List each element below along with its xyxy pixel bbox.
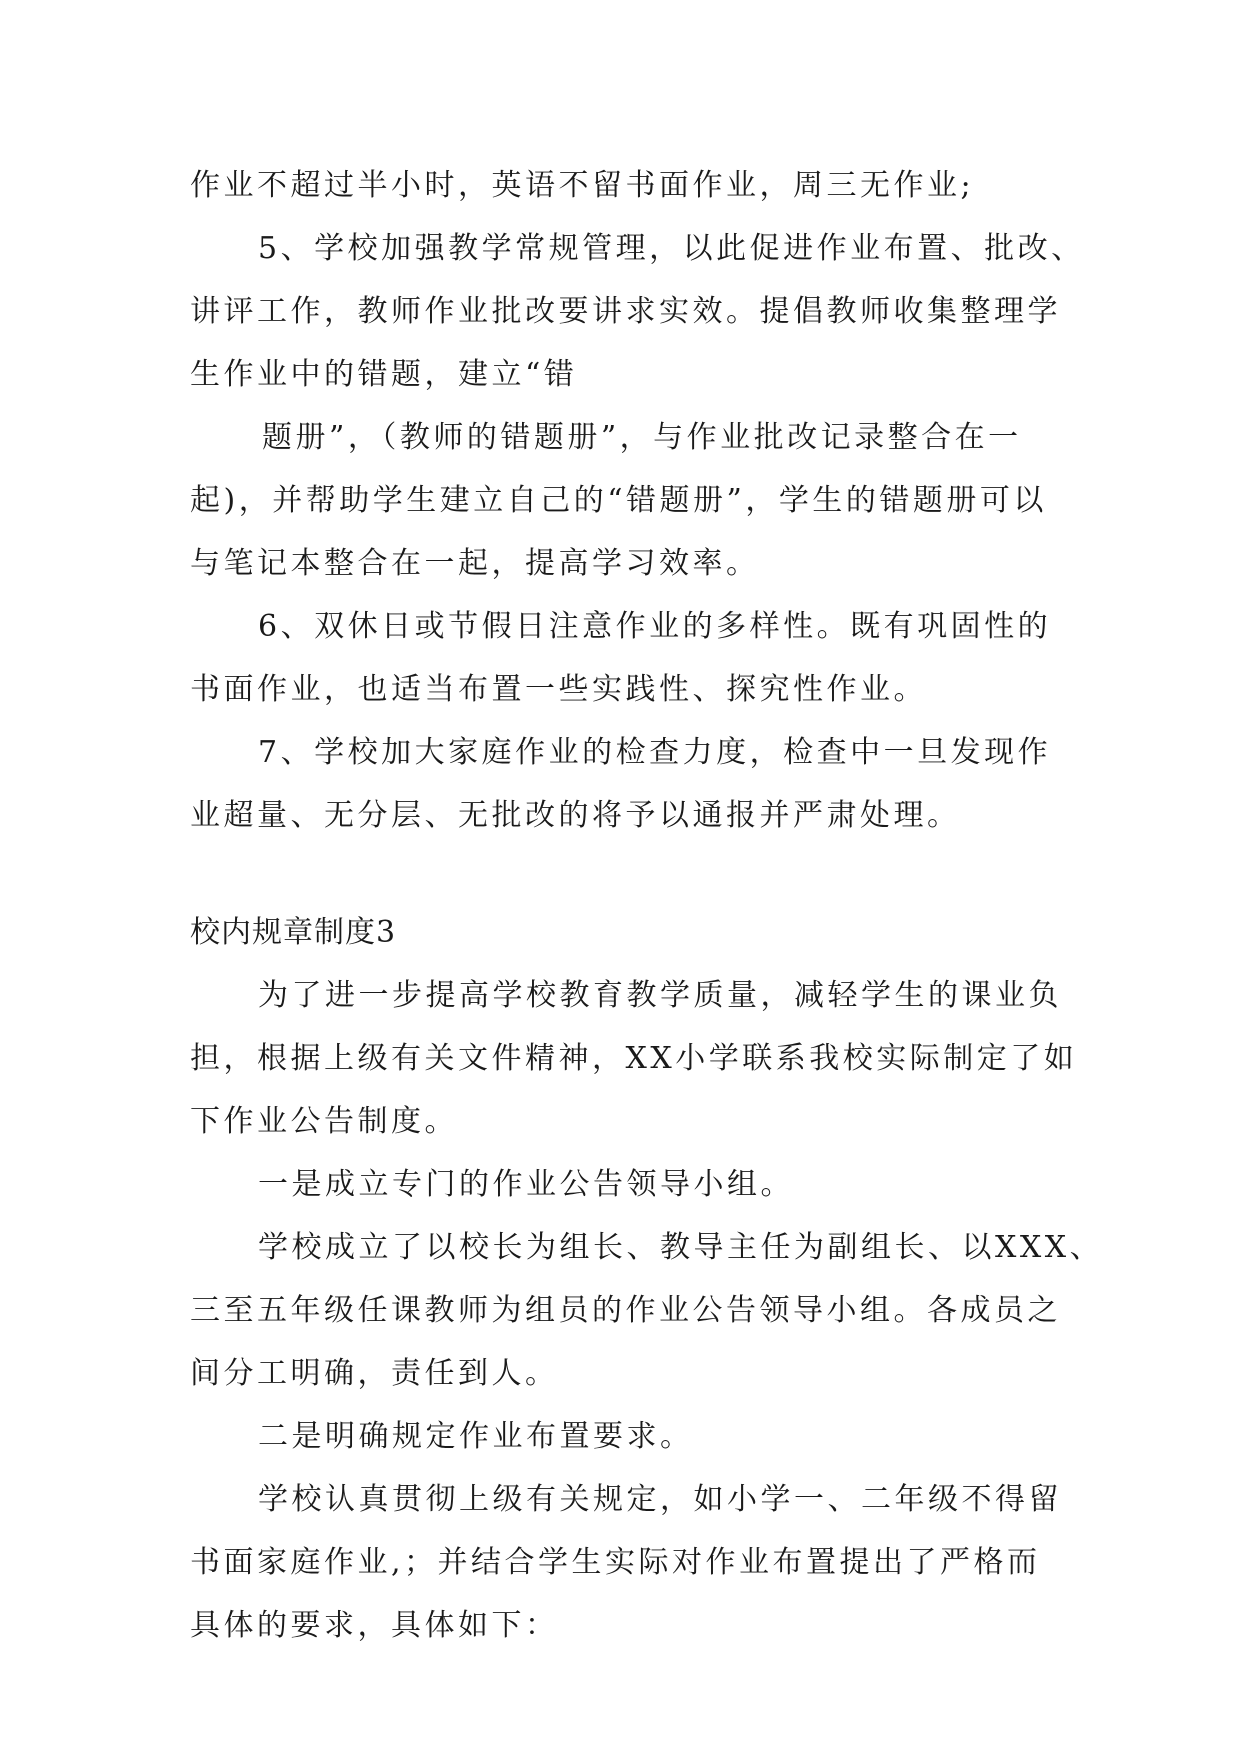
text-line: 三至五年级任课教师为组员的作业公告领导小组。各成员之 [190, 1293, 1061, 1328]
text-line: 生作业中的错题，建立“错 [190, 357, 578, 392]
text-line: 间分工明确，责任到人。 [190, 1356, 559, 1391]
text-line: 讲评工作，教师作业批改要讲求实效。提倡教师收集整理学 [190, 294, 1061, 329]
text-line: 学校认真贯彻上级有关规定，如小学一、二年级不得留 [258, 1482, 1062, 1517]
text-line: 业超量、无分层、无批改的将予以通报并严肃处理。 [190, 798, 961, 833]
text-line: 起)，并帮助学生建立自己的“错题册”，学生的错题册可以 [190, 483, 1047, 518]
text-line: 作业不超过半小时，英语不留书面作业，周三无作业; [190, 168, 975, 203]
text-line: 具体的要求，具体如下： [190, 1608, 559, 1643]
text-line: 下作业公告制度。 [190, 1104, 458, 1139]
text-line: 一是成立专门的作业公告领导小组。 [258, 1167, 794, 1202]
text-line: 7、学校加大家庭作业的检查力度，检查中一旦发现作 [258, 735, 1052, 770]
section-title: 校内规章制度3 [190, 915, 397, 950]
text-line: 5、学校加强教学常规管理，以此促进作业布置、批改、 [258, 231, 1085, 266]
text-line: 二是明确规定作业布置要求。 [258, 1419, 694, 1454]
text-line: 6、双休日或节假日注意作业的多样性。既有巩固性的 [258, 609, 1052, 644]
text-line: 担，根据上级有关文件精神，XX小学联系我校实际制定了如 [190, 1041, 1078, 1076]
text-line: 书面作业，也适当布置一些实践性、探究性作业。 [190, 672, 927, 707]
text-line: 为了进一步提高学校教育教学质量，减轻学生的课业负 [258, 978, 1062, 1013]
text-line: 学校成立了以校长为组长、教导主任为副组长、以XXX、 [258, 1230, 1104, 1265]
text-line: 书面家庭作业,；并结合学生实际对作业布置提出了严格而 [190, 1545, 1041, 1580]
text-line: 与笔记本整合在一起，提高学习效率。 [190, 546, 760, 581]
text-line: 题册”，（教师的错题册”，与作业批改记录整合在一 [262, 420, 1022, 455]
